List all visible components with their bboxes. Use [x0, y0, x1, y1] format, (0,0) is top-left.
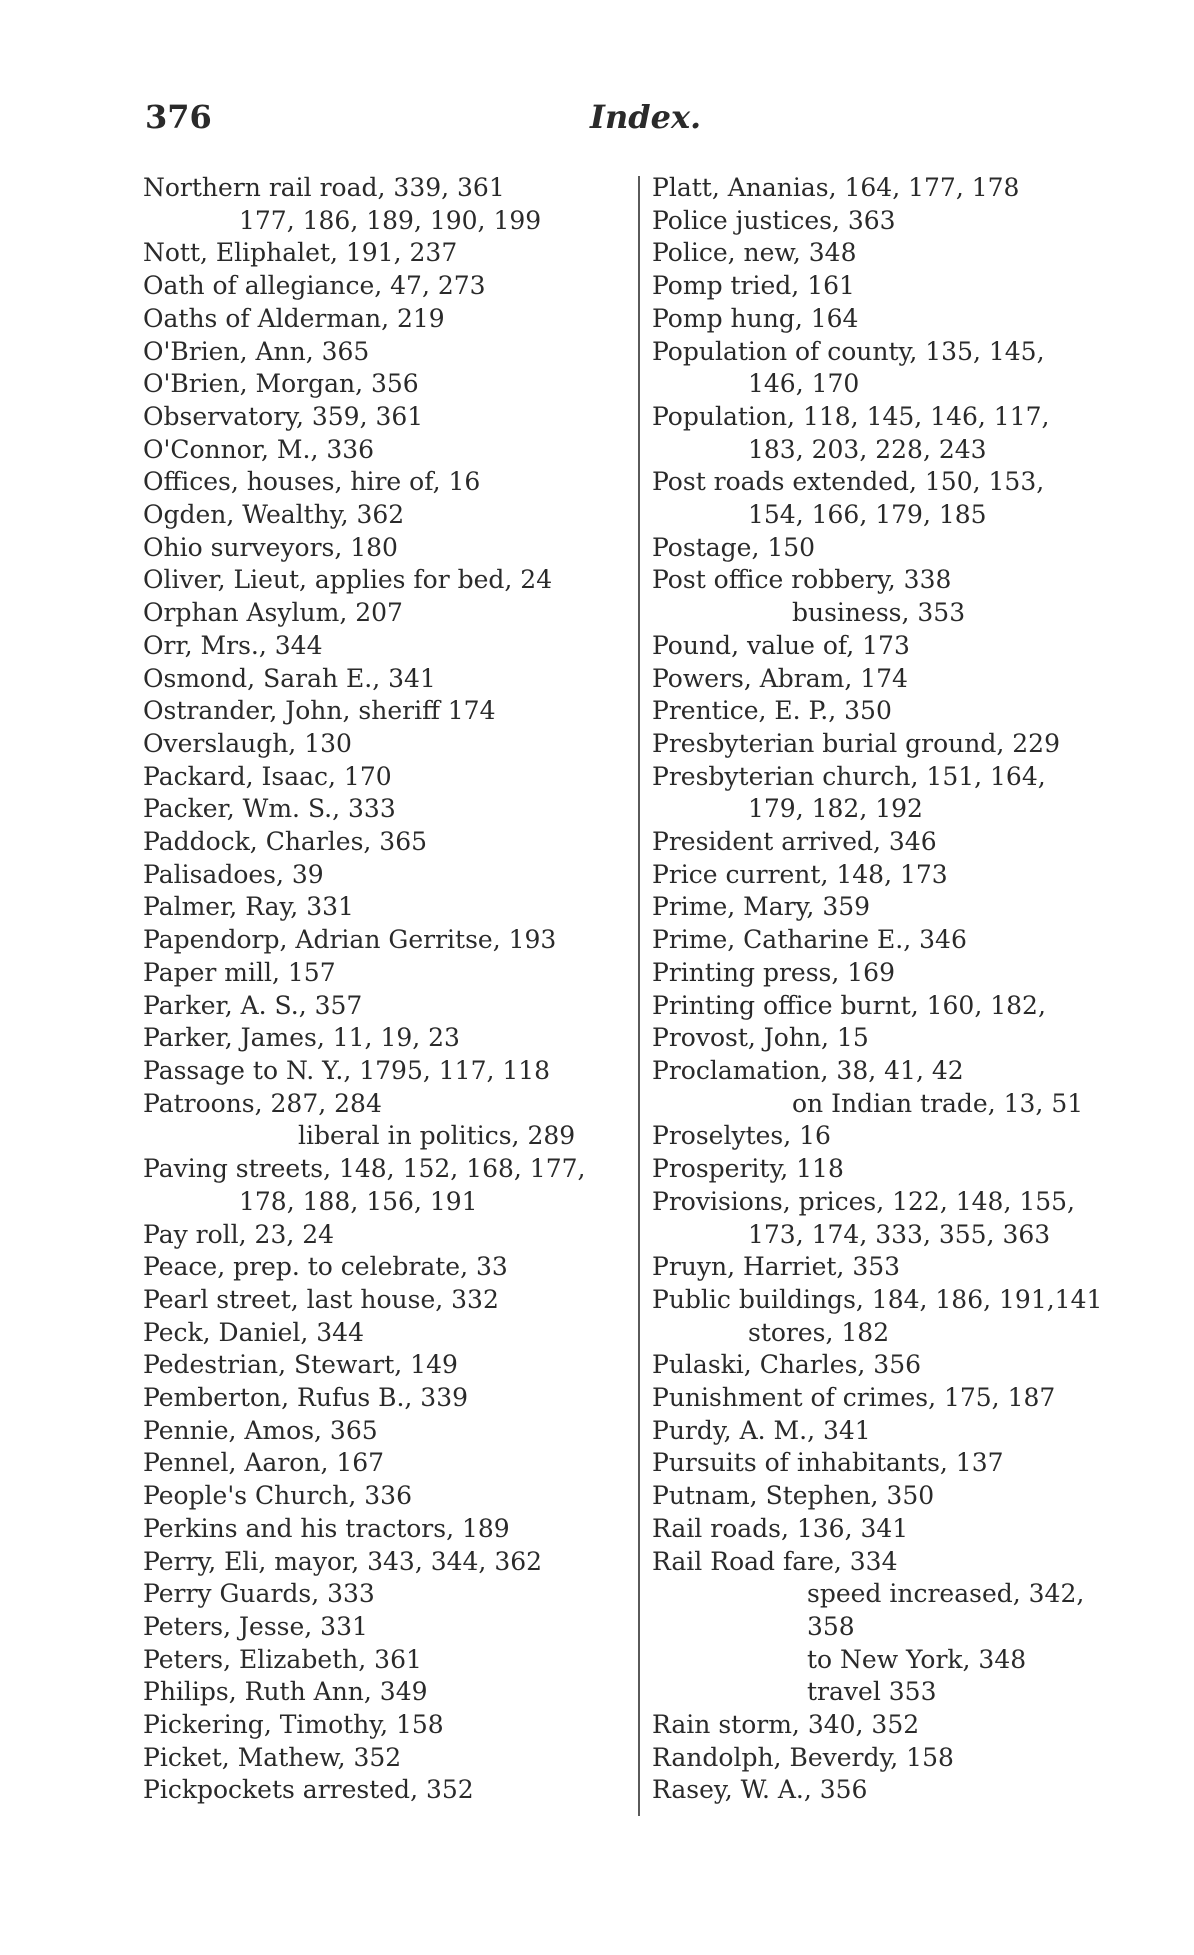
- column-divider: [638, 176, 640, 1816]
- index-entry: speed increased, 342,: [807, 1579, 1085, 1609]
- index-entry: Population of county, 135, 145,: [652, 336, 1045, 366]
- index-entry: on Indian trade, 13, 51: [792, 1088, 1084, 1118]
- index-entry: Oliver, Lieut, applies for bed, 24: [143, 565, 553, 595]
- index-entry: Palisadoes, 39: [143, 859, 324, 889]
- index-entry: Orr, Mrs., 344: [143, 630, 323, 660]
- index-entry: Pennie, Amos, 365: [143, 1415, 378, 1445]
- index-entry: Pennel, Aaron, 167: [143, 1448, 385, 1478]
- index-entry: Pickpockets arrested, 352: [143, 1775, 474, 1805]
- index-entry: Pay roll, 23, 24: [143, 1219, 335, 1249]
- index-entry: Presbyterian church, 151, 164,: [652, 761, 1046, 791]
- index-entry: Picket, Mathew, 352: [143, 1742, 402, 1772]
- index-entry: Pulaski, Charles, 356: [652, 1350, 922, 1380]
- index-entry: Packer, Wm. S., 333: [143, 794, 396, 824]
- index-entry: Papendorp, Adrian Gerritse, 193: [143, 925, 557, 955]
- index-entry: Post roads extended, 150, 153,: [652, 467, 1045, 497]
- index-entry: Powers, Abram, 174: [652, 663, 908, 693]
- index-entry: Prime, Catharine E., 346: [652, 925, 967, 955]
- index-column-right: [652, 172, 1137, 1807]
- index-entry: Perry Guards, 333: [143, 1579, 375, 1609]
- index-entry: Peters, Elizabeth, 361: [143, 1644, 422, 1674]
- index-entry: Postage, 150: [652, 532, 816, 562]
- index-entry: Rasey, W. A., 356: [652, 1775, 868, 1805]
- index-entry: Perkins and his tractors, 189: [143, 1513, 510, 1543]
- index-entry: Proselytes, 16: [652, 1121, 831, 1151]
- index-entry: Pickering, Timothy, 158: [143, 1710, 444, 1740]
- index-entry: travel 353: [807, 1677, 937, 1707]
- index-entry: Northern rail road, 339, 361: [143, 173, 505, 202]
- index-entry: Public buildings, 184, 186, 191,141: [652, 1284, 1103, 1314]
- index-entry: O'Connor, M., 336: [143, 434, 375, 464]
- index-entry: Post office robbery, 338: [652, 565, 952, 595]
- page-title: Index.: [590, 98, 702, 136]
- index-column-left: [143, 172, 633, 1807]
- index-entry: Oath of allegiance, 47, 273: [143, 271, 486, 301]
- index-entry: 154, 166, 179, 185: [748, 500, 987, 530]
- index-entry: Pound, value of, 173: [652, 630, 910, 660]
- index-entry: Ogden, Wealthy, 362: [143, 500, 405, 530]
- index-entry: 183, 203, 228, 243: [748, 434, 987, 464]
- index-entry: to New York, 348: [807, 1644, 1027, 1674]
- index-entry: Pursuits of inhabitants, 137: [652, 1448, 1004, 1478]
- index-entry: Randolph, Beverdy, 158: [652, 1742, 954, 1772]
- index-entry: Patroons, 287, 284: [143, 1088, 382, 1118]
- index-entry: Parker, A. S., 357: [143, 990, 363, 1020]
- index-entry: Passage to N. Y., 1795, 117, 118: [143, 1055, 551, 1085]
- index-entry: Pearl street, last house, 332: [143, 1284, 499, 1314]
- index-entry: Pruyn, Harriet, 353: [652, 1252, 901, 1282]
- index-entry: Ostrander, John, sheriff 174: [143, 696, 496, 726]
- index-entry: Peace, prep. to celebrate, 33: [143, 1252, 508, 1282]
- index-entry: Oaths of Alderman, 219: [143, 303, 445, 333]
- index-entry: Rail roads, 136, 341: [652, 1513, 909, 1543]
- index-entry: Offices, houses, hire of, 16: [143, 467, 481, 497]
- index-entry: 178, 188, 156, 191: [239, 1186, 478, 1216]
- index-entry: Police justices, 363: [652, 205, 896, 235]
- index-entry: O'Brien, Morgan, 356: [143, 369, 419, 399]
- index-entry: Paving streets, 148, 152, 168, 177,: [143, 1154, 586, 1184]
- index-entry: People's Church, 336: [143, 1481, 412, 1511]
- index-entry: Philips, Ruth Ann, 349: [143, 1677, 428, 1707]
- index-entry: Population, 118, 145, 146, 117,: [652, 401, 1050, 431]
- index-entry: Prentice, E. P., 350: [652, 696, 892, 726]
- index-entry: Perry, Eli, mayor, 343, 344, 362: [143, 1546, 543, 1576]
- index-entry: Proclamation, 38, 41, 42: [652, 1055, 964, 1085]
- index-entry: O'Brien, Ann, 365: [143, 336, 370, 366]
- index-entry: Pomp hung, 164: [652, 303, 859, 333]
- index-entry: Provisions, prices, 122, 148, 155,: [652, 1186, 1075, 1216]
- index-entry: 173, 174, 333, 355, 363: [748, 1219, 1051, 1249]
- index-entry: Nott, Eliphalet, 191, 237: [143, 238, 458, 268]
- index-entry: Osmond, Sarah E., 341: [143, 663, 436, 693]
- index-entry: Prime, Mary, 359: [652, 892, 871, 922]
- index-entry: liberal in politics, 289: [298, 1121, 576, 1151]
- index-entry: Rain storm, 340, 352: [652, 1710, 920, 1740]
- index-entry: Peck, Daniel, 344: [143, 1317, 364, 1347]
- index-entry: 146, 170: [748, 369, 860, 399]
- index-entry: Price current, 148, 173: [652, 859, 948, 889]
- index-entry: Paddock, Charles, 365: [143, 827, 428, 857]
- index-entry: Printing office burnt, 160, 182,: [652, 990, 1046, 1020]
- index-entry: Rail Road fare, 334: [652, 1546, 898, 1576]
- index-entry: Orphan Asylum, 207: [143, 598, 403, 628]
- index-entry: Prosperity, 118: [652, 1154, 844, 1184]
- index-entry: Peters, Jesse, 331: [143, 1611, 368, 1641]
- index-entry: Purdy, A. M., 341: [652, 1415, 871, 1445]
- index-entry: Pomp tried, 161: [652, 271, 855, 301]
- index-entry: business, 353: [792, 598, 966, 628]
- index-entry: Ohio surveyors, 180: [143, 532, 398, 562]
- index-entry: President arrived, 346: [652, 827, 937, 857]
- index-entry: Platt, Ananias, 164, 177, 178: [652, 173, 1020, 202]
- index-entry: Overslaugh, 130: [143, 728, 352, 758]
- index-entry: 177, 186, 189, 190, 199: [239, 205, 542, 235]
- page-number: 376: [145, 98, 212, 136]
- index-entry: Putnam, Stephen, 350: [652, 1481, 935, 1511]
- index-entry: Punishment of crimes, 175, 187: [652, 1383, 1056, 1413]
- index-entry: 358: [807, 1611, 855, 1641]
- index-entry: Printing press, 169: [652, 957, 895, 987]
- index-entry: Palmer, Ray, 331: [143, 892, 354, 922]
- index-entry: stores, 182: [748, 1317, 890, 1347]
- index-entry: Presbyterian burial ground, 229: [652, 728, 1060, 758]
- index-entry: Pemberton, Rufus B., 339: [143, 1383, 469, 1413]
- index-entry: 179, 182, 192: [748, 794, 923, 824]
- index-entry: Packard, Isaac, 170: [143, 761, 392, 791]
- index-entry: Provost, John, 15: [652, 1023, 869, 1053]
- index-entry: Pedestrian, Stewart, 149: [143, 1350, 458, 1380]
- index-entry: Police, new, 348: [652, 238, 857, 268]
- index-entry: Paper mill, 157: [143, 957, 336, 987]
- index-entry: Observatory, 359, 361: [143, 401, 424, 431]
- index-entry: Parker, James, 11, 19, 23: [143, 1023, 460, 1053]
